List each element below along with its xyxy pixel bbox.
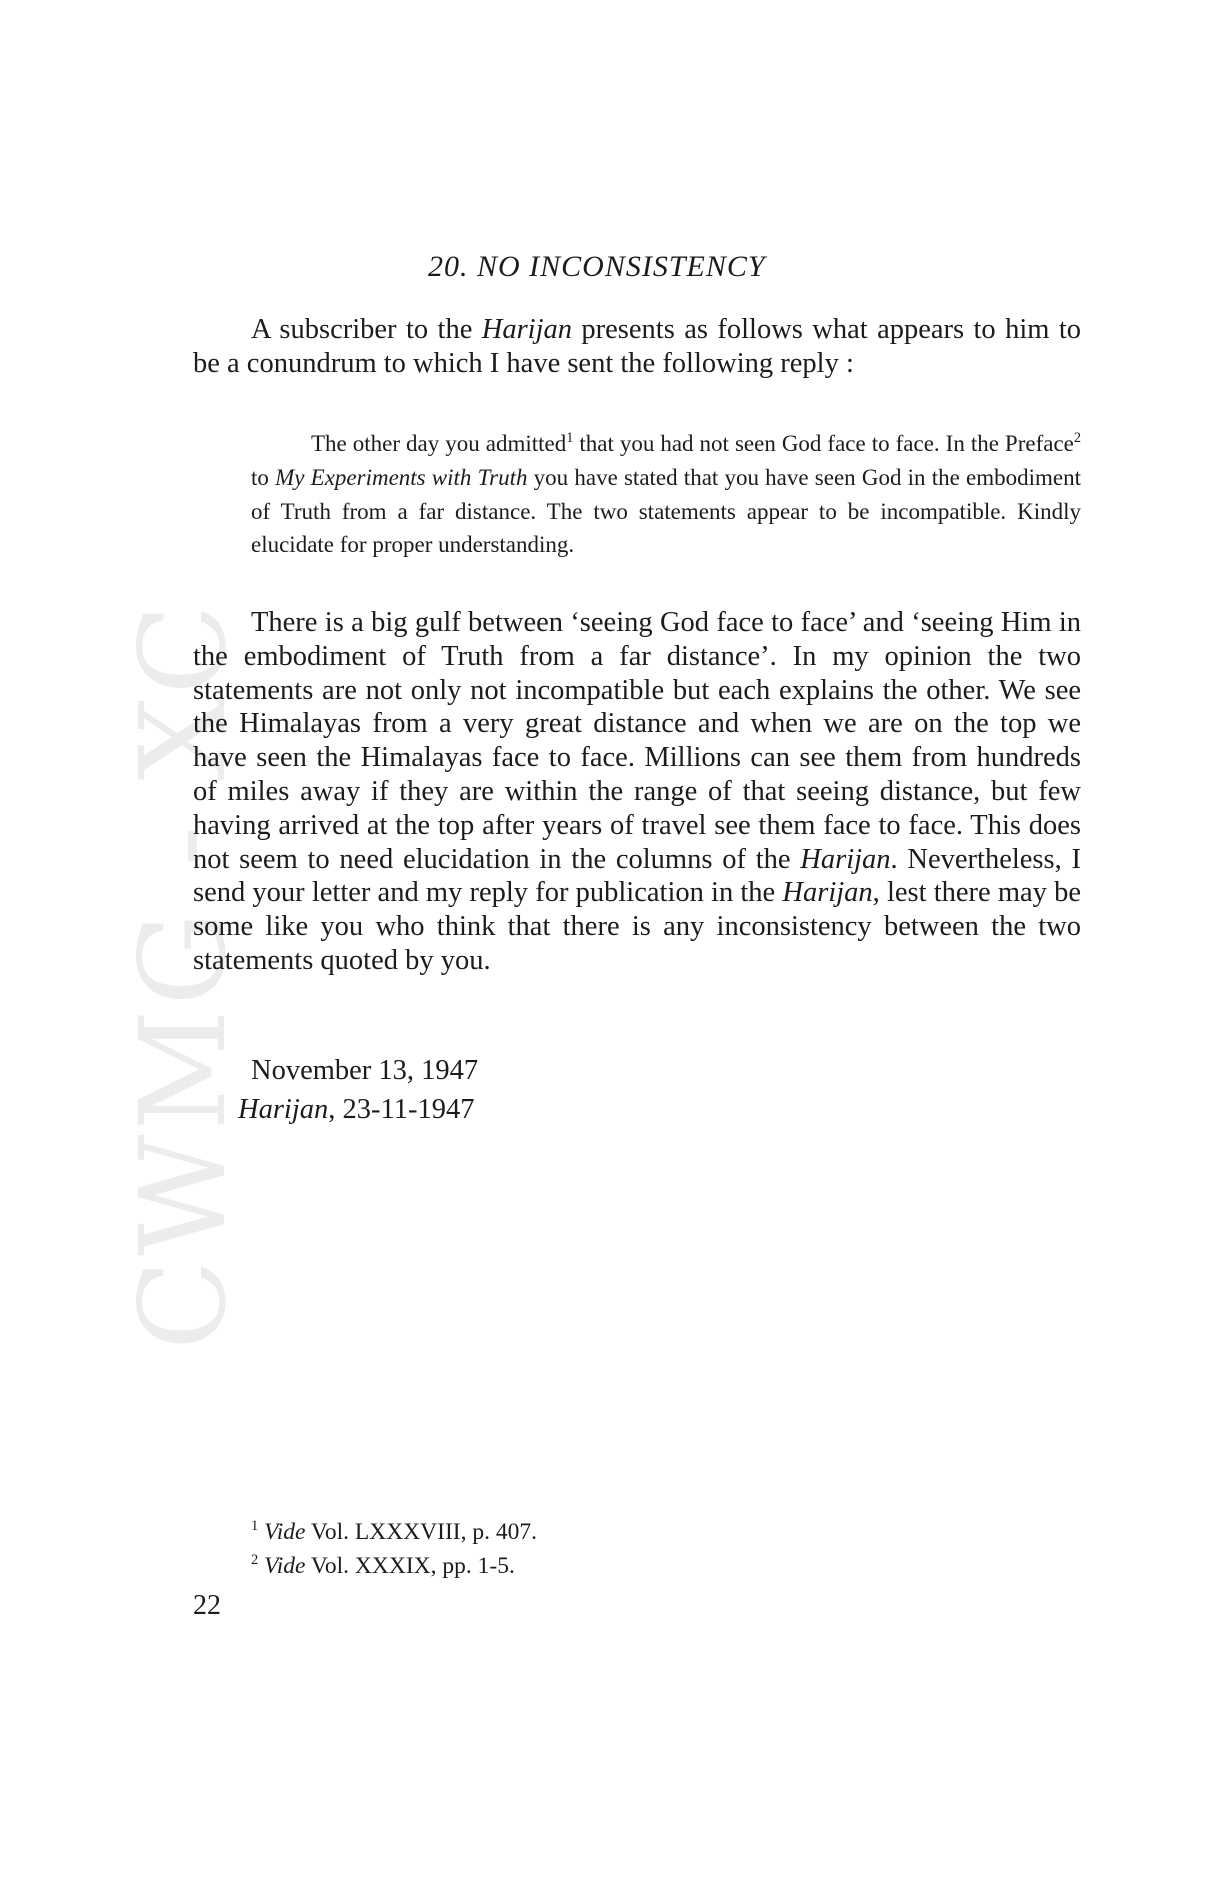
footnote-ref: Vol. LXXXVIII, p. 407. (305, 1519, 537, 1545)
quote-text-1: The other day you admitted (311, 431, 567, 456)
watermark: CWMG - XC (114, 600, 252, 1350)
reply-text-2: . Nevertheless, I send your letter and my reply for publication in the (193, 843, 1081, 909)
quote-text-3: to (251, 464, 276, 490)
reply-paragraph (193, 606, 1081, 978)
reply-text-3: , lest there may be some like you who think that there is any inconsistency between the two statements quoted by you. (193, 877, 1081, 976)
footnote (251, 1549, 537, 1583)
quoted-letter (251, 427, 1081, 562)
reply-text-1: There is a big gulf between ‘seeing God face to face’ and ‘seeing Him in the embodiment of Truth from a far distance’. In my opinion the two statements are not only not incompatible but each explains the other. We see the Himalayas from a very great distance and when we are on the top we have seen the Himalayas face to face. Millions can see them from hundreds of miles away if they are within the range of that seeing distance, but few having arrived at the top after years of travel see them face to face. This does not seem to need elucidation in the columns of the (193, 607, 1081, 875)
footnote-number: 2 (251, 1551, 259, 1568)
publication-name: Harijan (800, 843, 891, 875)
quote-text-4: you have stated that you have seen God in the embodiment of Truth from a far distance. The two statements appear to be incompatible. Kindly elucidate for proper understanding. (251, 464, 1081, 558)
footnotes (251, 1515, 537, 1583)
intro-text-1: A subscriber to the (251, 314, 482, 345)
book-title: My Experiments with Truth (275, 464, 528, 490)
publication-name: Harijan (782, 877, 873, 909)
footnote-number: 1 (251, 1517, 259, 1534)
source-publication: Harijan (238, 1094, 329, 1125)
source-line (238, 1094, 474, 1126)
footnote-ref: Vol. XXXIX, pp. 1-5. (305, 1553, 515, 1579)
footnote-ref-1: 1 (566, 430, 574, 447)
letter-date: November 13, 1947 (251, 1055, 479, 1086)
footnote-vide: Vide (264, 1553, 306, 1579)
source-date: , 23-11-1947 (328, 1094, 475, 1125)
footnote (251, 1515, 537, 1549)
article-title: 20. NO INCONSISTENCY (428, 250, 766, 283)
page-number: 22 (193, 1590, 221, 1621)
intro-paragraph (193, 313, 1081, 381)
quote-text-2: that you had not seen God face to face. In the Preface (573, 431, 1074, 456)
intro-text-2: presents as follows what appears to him to be a conundrum to which I have sent the following reply : (193, 314, 1081, 379)
footnote-vide: Vide (264, 1519, 306, 1545)
publication-name: Harijan (481, 314, 573, 345)
footnote-ref-2: 2 (1073, 430, 1081, 447)
